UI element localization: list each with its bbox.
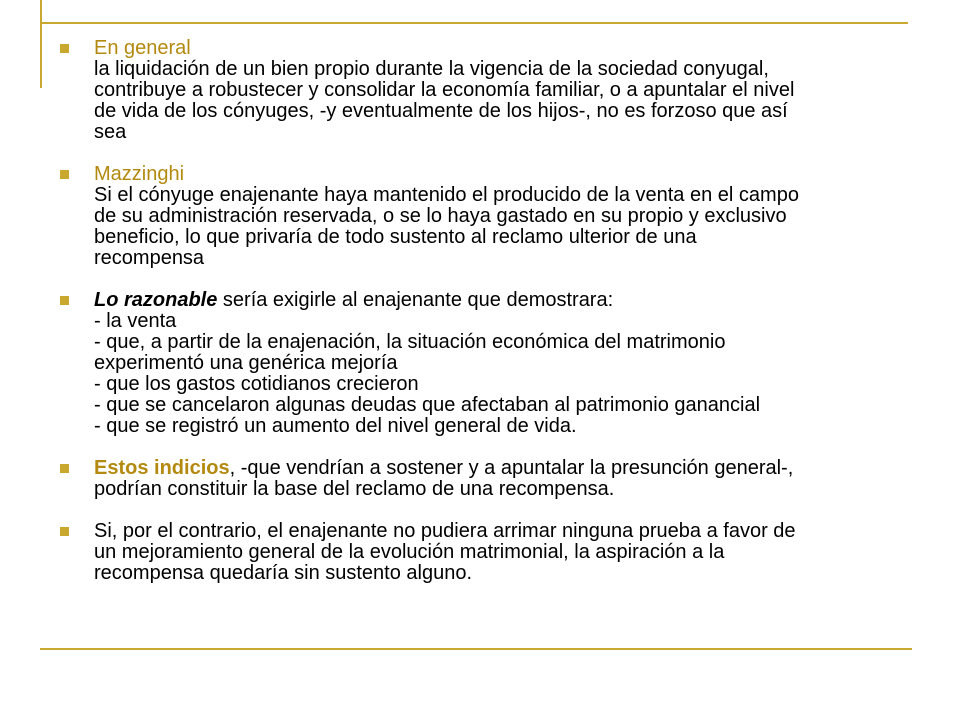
bullet-si-por-el-contrario xyxy=(60,521,920,584)
bullet-line: recompensa quedaría sin sustento alguno. xyxy=(94,562,473,584)
bullet-heading: Mazzinghi xyxy=(94,163,185,185)
bottom-rule xyxy=(40,648,912,650)
bullet-line: experimentó una genérica mejoría xyxy=(94,352,398,374)
square-bullet-icon xyxy=(60,296,69,305)
bullet-lead-line xyxy=(94,458,920,479)
bullet-line: - que los gastos cotidianos crecieron xyxy=(94,373,419,395)
bullet-line: - que, a partir de la enajenación, la situación económica del matrimonio xyxy=(94,331,726,353)
bullet-mazzinghi xyxy=(60,164,920,269)
bullet-line: contribuye a robustecer y consolidar la economía familiar, o a apuntalar el nivel xyxy=(94,79,795,101)
left-rule xyxy=(40,0,42,88)
bullet-line: - que se registró un aumento del nivel general de vida. xyxy=(94,415,577,437)
square-bullet-icon xyxy=(60,170,69,179)
bullet-en-general xyxy=(60,38,920,143)
bullet-list xyxy=(60,38,920,605)
square-bullet-icon xyxy=(60,44,69,53)
bullet-lead: Lo razonable xyxy=(94,289,218,311)
bullet-lead-rest: sería exigirle al enajenante que demostrara: xyxy=(217,289,614,311)
bullet-line: podrían constituir la base del reclamo de una recompensa. xyxy=(94,478,615,500)
square-bullet-icon xyxy=(60,464,69,473)
bullet-line: de su administración reservada, o se lo haya gastado en su propio y exclusivo xyxy=(94,205,787,227)
bullet-line: recompensa xyxy=(94,247,205,269)
bullet-line: beneficio, lo que privaría de todo sustento al reclamo ulterior de una xyxy=(94,226,697,248)
bullet-lead-line xyxy=(94,290,920,311)
bullet-lead-rest: , -que vendrían a sostener y a apuntalar la presunción general-, xyxy=(229,457,794,479)
bullet-line: - que se cancelaron algunas deudas que afectaban al patrimonio ganancial xyxy=(94,394,761,416)
bullet-line: sea xyxy=(94,121,127,143)
top-rule xyxy=(40,22,908,24)
bullet-line: un mejoramiento general de la evolución matrimonial, la aspiración a la xyxy=(94,541,725,563)
bullet-heading: En general xyxy=(94,37,191,59)
bullet-line: de vida de los cónyuges, -y eventualmente de los hijos-, no es forzoso que así xyxy=(94,100,788,122)
bullet-line: Si el cónyuge enajenante haya mantenido el producido de la venta en el campo xyxy=(94,184,799,206)
bullet-line: - la venta xyxy=(94,310,177,332)
bullet-line: la liquidación de un bien propio durante la vigencia de la sociedad conyugal, xyxy=(94,58,769,80)
square-bullet-icon xyxy=(60,527,69,536)
bullet-lo-razonable xyxy=(60,290,920,437)
bullet-line: Si, por el contrario, el enajenante no pudiera arrimar ninguna prueba a favor de xyxy=(94,520,796,542)
bullet-lead: Estos indicios xyxy=(94,457,230,479)
bullet-estos-indicios xyxy=(60,458,920,500)
